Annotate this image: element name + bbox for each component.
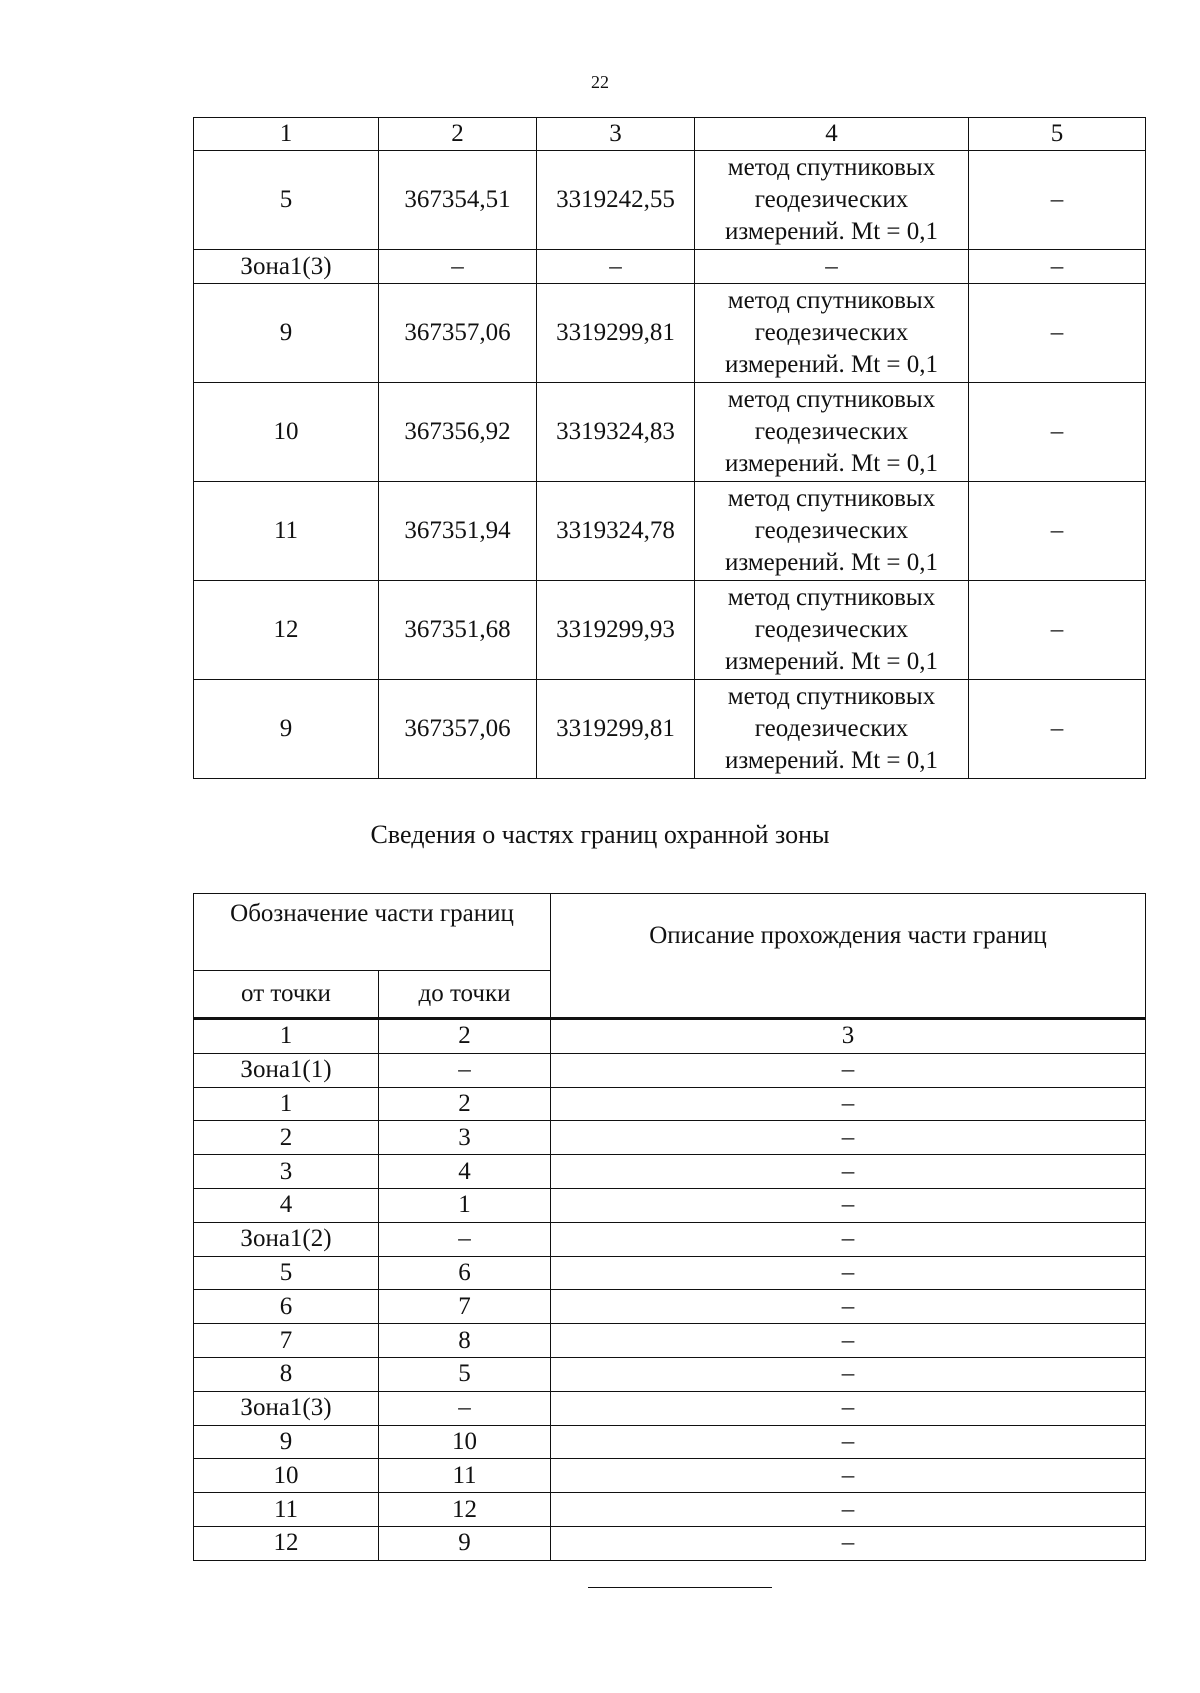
coordinate-y: 3319299,93 xyxy=(537,581,695,680)
from-point: 2 xyxy=(194,1121,379,1155)
from-point: 9 xyxy=(194,1425,379,1459)
method-line: измерений. Mt = 0,1 xyxy=(724,218,939,245)
description-cell: – xyxy=(551,1087,1146,1121)
point-number: 12 xyxy=(194,581,379,680)
method-line: метод спутниковых xyxy=(727,287,936,314)
description-cell: – xyxy=(551,1290,1146,1324)
header-cell: 2 xyxy=(379,118,537,151)
accuracy-cell: – xyxy=(969,284,1146,383)
method-cell xyxy=(695,151,969,250)
method-line: геодезических xyxy=(754,715,909,742)
coordinate-y: 3319324,78 xyxy=(537,482,695,581)
designation-header: Обозначение части границ xyxy=(194,894,551,971)
method-line: метод спутниковых xyxy=(727,386,936,413)
method-line: метод спутниковых xyxy=(727,485,936,512)
table-row xyxy=(194,1121,1146,1155)
description-cell: – xyxy=(551,1188,1146,1222)
description-cell: – xyxy=(551,1391,1146,1425)
table-header-row xyxy=(194,894,1146,971)
accuracy-cell: – xyxy=(969,151,1146,250)
table-row xyxy=(194,1324,1146,1358)
from-point: 10 xyxy=(194,1459,379,1493)
description-cell: – xyxy=(551,1459,1146,1493)
table-row xyxy=(194,1357,1146,1391)
method-line: метод спутниковых xyxy=(727,154,936,181)
to-point: – xyxy=(379,1053,551,1087)
accuracy-cell: – xyxy=(969,482,1146,581)
method-cell xyxy=(695,284,969,383)
point-number: 10 xyxy=(194,383,379,482)
method-cell xyxy=(695,482,969,581)
method-line: метод спутниковых xyxy=(727,584,936,611)
zone-label: Зона1(3) xyxy=(194,250,379,284)
method-line: геодезических xyxy=(754,418,909,445)
method-line: геодезических xyxy=(754,616,909,643)
from-point: 5 xyxy=(194,1256,379,1290)
coordinate-y: 3319299,81 xyxy=(537,680,695,779)
to-point: 11 xyxy=(379,1459,551,1493)
coordinate-x: 367357,06 xyxy=(379,284,537,383)
accuracy-cell: – xyxy=(969,383,1146,482)
method-cell xyxy=(695,383,969,482)
to-point: – xyxy=(379,1222,551,1256)
coordinate-x: 367354,51 xyxy=(379,151,537,250)
method-line: геодезических xyxy=(754,186,909,213)
coordinates-table xyxy=(193,117,1146,779)
description-cell: – xyxy=(551,1526,1146,1560)
header-cell: 3 xyxy=(537,118,695,151)
table-row xyxy=(194,680,1146,779)
header-cell: 5 xyxy=(969,118,1146,151)
from-point: 8 xyxy=(194,1357,379,1391)
method-line: измерений. Mt = 0,1 xyxy=(724,747,939,774)
method-line: измерений. Mt = 0,1 xyxy=(724,450,939,477)
method-cell xyxy=(695,680,969,779)
from-point: 7 xyxy=(194,1324,379,1358)
description-header: Описание прохождения части границ xyxy=(551,894,1146,1019)
table-row xyxy=(194,1256,1146,1290)
from-point: 1 xyxy=(194,1087,379,1121)
method-line: метод спутниковых xyxy=(727,683,936,710)
header-cell: 1 xyxy=(194,118,379,151)
table-row xyxy=(194,1053,1146,1087)
table-row xyxy=(194,581,1146,680)
method-line: измерений. Mt = 0,1 xyxy=(724,549,939,576)
column-number: 2 xyxy=(379,1019,551,1054)
description-cell: – xyxy=(551,1357,1146,1391)
to-point: 12 xyxy=(379,1493,551,1527)
coordinate-y: 3319324,83 xyxy=(537,383,695,482)
from-point: 3 xyxy=(194,1155,379,1189)
table-row xyxy=(194,1290,1146,1324)
coordinate-x: 367351,94 xyxy=(379,482,537,581)
table-row xyxy=(194,1425,1146,1459)
point-number: 9 xyxy=(194,284,379,383)
coordinate-x: 367356,92 xyxy=(379,383,537,482)
coordinate-x: 367357,06 xyxy=(379,680,537,779)
description-cell: – xyxy=(551,1256,1146,1290)
table-row xyxy=(194,1391,1146,1425)
from-point: Зона1(3) xyxy=(194,1391,379,1425)
to-point: 8 xyxy=(379,1324,551,1358)
coordinate-y: 3319242,55 xyxy=(537,151,695,250)
to-point: 9 xyxy=(379,1526,551,1560)
description-cell: – xyxy=(551,1222,1146,1256)
to-point: 6 xyxy=(379,1256,551,1290)
table-row xyxy=(194,383,1146,482)
table-row xyxy=(194,284,1146,383)
to-point: 7 xyxy=(379,1290,551,1324)
accuracy-cell: – xyxy=(969,581,1146,680)
boundary-parts-table xyxy=(193,893,1146,1561)
accuracy-cell: – xyxy=(969,680,1146,779)
coordinate-x: – xyxy=(379,250,537,284)
table-header-row xyxy=(194,118,1146,151)
to-point: 1 xyxy=(379,1188,551,1222)
point-number: 9 xyxy=(194,680,379,779)
from-point: Зона1(1) xyxy=(194,1053,379,1087)
point-number: 11 xyxy=(194,482,379,581)
header-cell: 4 xyxy=(695,118,969,151)
column-numbers-row xyxy=(194,1019,1146,1054)
accuracy-cell: – xyxy=(969,250,1146,284)
closing-separator-line xyxy=(588,1587,772,1588)
table-row xyxy=(194,1087,1146,1121)
coordinate-y: 3319299,81 xyxy=(537,284,695,383)
method-line: измерений. Mt = 0,1 xyxy=(724,648,939,675)
column-number: 3 xyxy=(551,1019,1146,1054)
to-point: 10 xyxy=(379,1425,551,1459)
table-row xyxy=(194,1222,1146,1256)
coordinate-y: – xyxy=(537,250,695,284)
to-point: 2 xyxy=(379,1087,551,1121)
to-point-header: до точки xyxy=(379,971,551,1019)
page-number: 22 xyxy=(591,72,609,92)
method-line: измерений. Mt = 0,1 xyxy=(724,351,939,378)
to-point: 4 xyxy=(379,1155,551,1189)
table-row xyxy=(194,1188,1146,1222)
table-row xyxy=(194,151,1146,250)
description-cell: – xyxy=(551,1425,1146,1459)
coordinate-x: 367351,68 xyxy=(379,581,537,680)
table-row xyxy=(194,1526,1146,1560)
to-point: 3 xyxy=(379,1121,551,1155)
to-point: 5 xyxy=(379,1357,551,1391)
table-row xyxy=(194,1493,1146,1527)
description-cell: – xyxy=(551,1053,1146,1087)
table-row xyxy=(194,482,1146,581)
description-cell: – xyxy=(551,1155,1146,1189)
section-title: Сведения о частях границ охранной зоны xyxy=(370,820,830,849)
table-row xyxy=(194,1459,1146,1493)
from-point: 6 xyxy=(194,1290,379,1324)
method-line: геодезических xyxy=(754,319,909,346)
from-point-header: от точки xyxy=(194,971,379,1019)
method-line: геодезических xyxy=(754,517,909,544)
from-point: Зона1(2) xyxy=(194,1222,379,1256)
from-point: 11 xyxy=(194,1493,379,1527)
point-number: 5 xyxy=(194,151,379,250)
table-row xyxy=(194,1155,1146,1189)
method-cell xyxy=(695,581,969,680)
table-row xyxy=(194,250,1146,284)
from-point: 4 xyxy=(194,1188,379,1222)
method-cell: – xyxy=(695,250,969,284)
description-cell: – xyxy=(551,1121,1146,1155)
from-point: 12 xyxy=(194,1526,379,1560)
to-point: – xyxy=(379,1391,551,1425)
description-cell: – xyxy=(551,1324,1146,1358)
description-cell: – xyxy=(551,1493,1146,1527)
column-number: 1 xyxy=(194,1019,379,1054)
